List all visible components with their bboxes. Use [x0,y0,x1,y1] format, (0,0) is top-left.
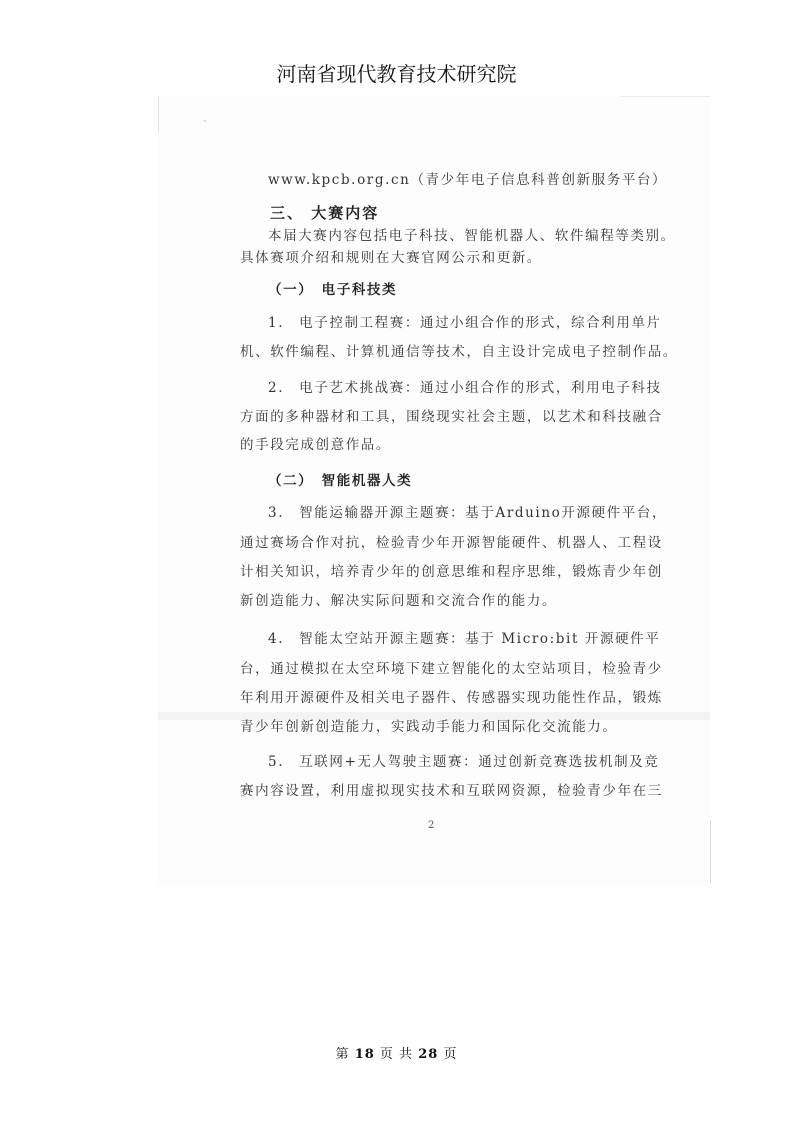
paragraph-line: 通过赛场合作对抗，检验青少年开源智能硬件、机器人、工程设 [240,535,663,551]
website-line: www.kpcb.org.cn（青少年电子信息科普创新服务平台） [268,172,668,188]
scan-edge-left [158,96,159,132]
scan-page-number: 2 [428,820,435,831]
section-heading: 三、 大赛内容 [270,204,380,222]
institute-header: 河南省现代教育技术研究院 [276,62,517,86]
paragraph-line: 赛内容设置，利用虚拟现实技术和互联网资源，检验青少年在三 [240,783,663,799]
scan-edge-top [620,96,710,97]
paragraph-line: 年利用开源硬件及相关电子器件、传感器实现功能性作品，锻炼 [240,690,663,706]
paragraph-line: 5. 互联网+无人驾驶主题赛：通过创新竞赛选拔机制及竞 [268,754,660,770]
paragraph-line: 新创造能力、解决实际问题和交流合作的能力。 [240,593,558,609]
footer-total-pages: 28 [418,1047,439,1062]
footer-current-page: 18 [354,1047,375,1062]
paragraph-line: 台，通过模拟在太空环境下建立智能化的太空站项目，检验青少 [240,661,663,677]
page-footer [0,1043,793,1062]
paragraph-line: 机、软件编程、计算机通信等技术，自主设计完成电子控制作品。 [240,344,678,360]
paragraph-line: 本届大赛内容包括电子科技、智能机器人、软件编程等类别。 [268,228,676,244]
subsection-heading: （一） 电子科技类 [268,282,398,298]
paragraph-line: 4. 智能太空站开源主题赛：基于 Micro:bit 开源硬件平 [268,631,661,647]
footer-prefix: 第 [335,1047,350,1062]
paragraph-line: 2. 电子艺术挑战赛：通过小组合作的形式，利用电子科技 [268,380,662,396]
paragraph-line: 青少年创新创造能力，实践动手能力和国际化交流能力。 [240,719,618,735]
footer-middle: 页 共 [379,1047,414,1062]
paragraph-line: 1. 电子控制工程赛：通过小组合作的形式，综合利用单片 [268,315,662,331]
paragraph-line: 的手段完成创意作品。 [240,437,391,453]
subsection-heading: （二） 智能机器人类 [268,473,413,489]
paragraph-line: 方面的多种器材和工具，围绕现实社会主题，以艺术和科技融合 [240,409,663,425]
paragraph-line: 具体赛项介绍和规则在大赛官网公示和更新。 [240,250,542,266]
footer-suffix: 页 [443,1047,458,1062]
paragraph-line: 3. 智能运输器开源主题赛：基于Arduino开源硬件平台， [268,505,668,521]
paragraph-line: 计相关知识，培养青少年的创意思维和程序思维，锻炼青少年创 [240,564,663,580]
scan-edge-right [710,820,711,884]
scan-speck [204,120,206,122]
